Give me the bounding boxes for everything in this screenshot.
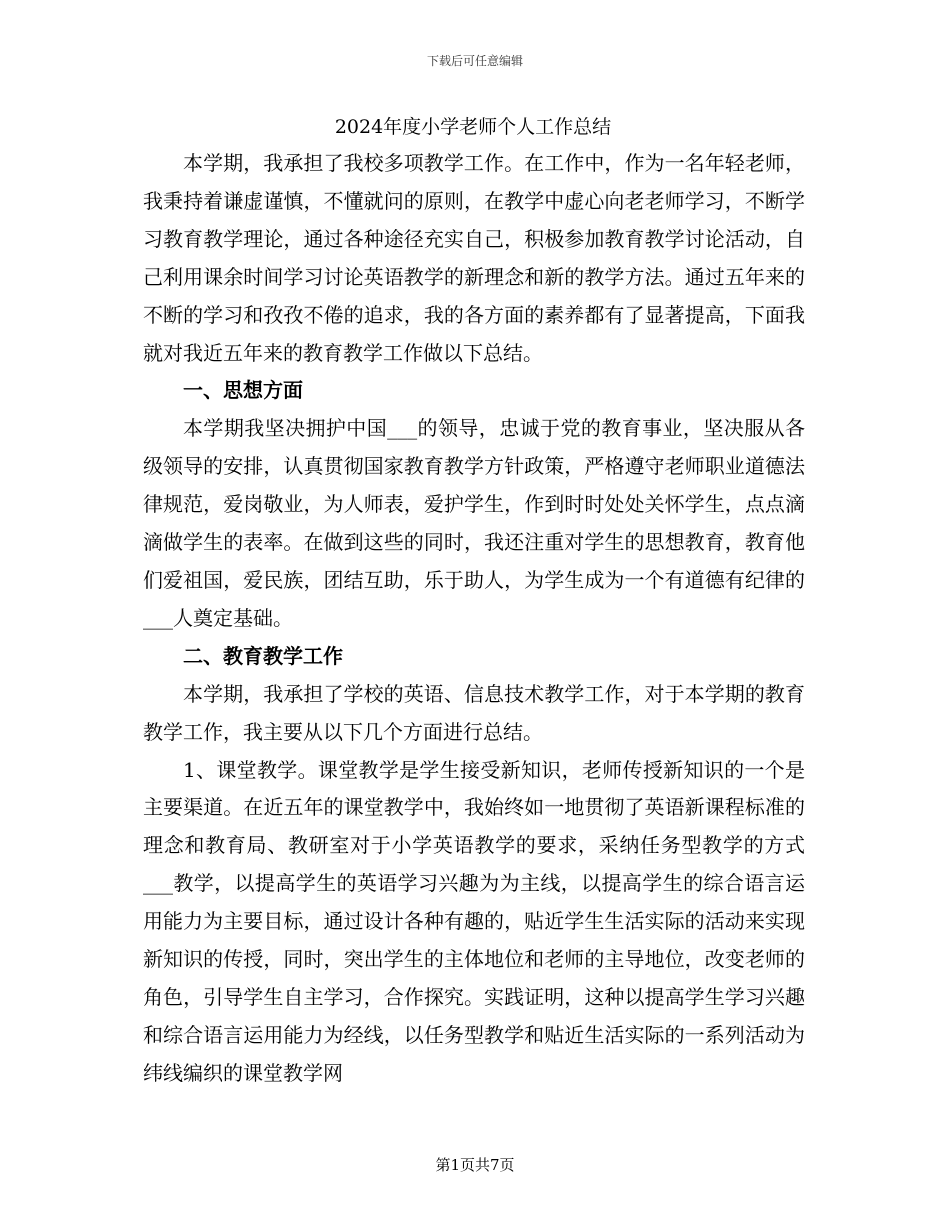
document-title: 2024年度小学老师个人工作总结 [334,116,612,138]
page-number: 第1页共7页 [435,1156,515,1174]
thought-paragraph: 本学期我坚决拥护中国___的领导，忠诚于党的教育事业，坚决服从各级领导的安排，认真贯彻国家教育教学方针政策，严格遵守老师职业道德法律规范，爱岗敬业，为人师表，爱护学生，作到时时处处关怀学生，点点滴滴做学生的表率。在做到这些的同时，我还注重对学生的思想教育，教育他们爱祖国，爱民族，团结互助，乐于助人，为学生成为一个有道德有纪律的___人奠定基础。 [143,416,805,630]
intro-paragraph: 本学期，我承担了我校多项教学工作。在工作中，作为一名年轻老师，我秉持着谦虚谨慎，不懂就问的原则，在教学中虚心向老老师学习，不断学习教育教学理论，通过各种途径充实自己，积极参加教育教学讨论活动，自己利用课余时间学习讨论英语教学的新理念和新的教学方法。通过五年来的不断的学习和孜孜不倦的追求，我的各方面的素养都有了显著提高，下面我就对我近五年来的教育教学工作做以下总结。 [143,151,805,365]
document-body [143,145,805,1093]
section-heading-thought: 一、思想方面 [183,378,303,403]
section-heading-teaching: 二、教育教学工作 [183,643,343,668]
classroom-teaching-paragraph: 1、课堂教学。课堂教学是学生接受新知识，老师传授新知识的一个是主要渠道。在近五年的课堂教学中，我始终如一地贯彻了英语新课程标准的理念和教育局、教研室对于小学英语教学的要求，采纳任务型教学的方式___教学，以提高学生的英语学习兴趣为为主线，以提高学生的综合语言运用能力为主要目标，通过设计各种有趣的，贴近学生生活实际的活动来实现新知识的传授，同时，突出学生的主体地位和老师的主导地位，改变老师的角色，引导学生自主学习，合作探究。实践证明，这种以提高学生学习兴趣和综合语言运用能力为经线，以任务型教学和贴近生活实际的一系列活动为纬线编织的课堂教学网 [143,757,805,1085]
teaching-paragraph: 本学期，我承担了学校的英语、信息技术教学工作，对于本学期的教育教学工作，我主要从以下几个方面进行总结。 [143,681,805,744]
page-header-note: 下载后可任意编辑 [426,54,523,68]
